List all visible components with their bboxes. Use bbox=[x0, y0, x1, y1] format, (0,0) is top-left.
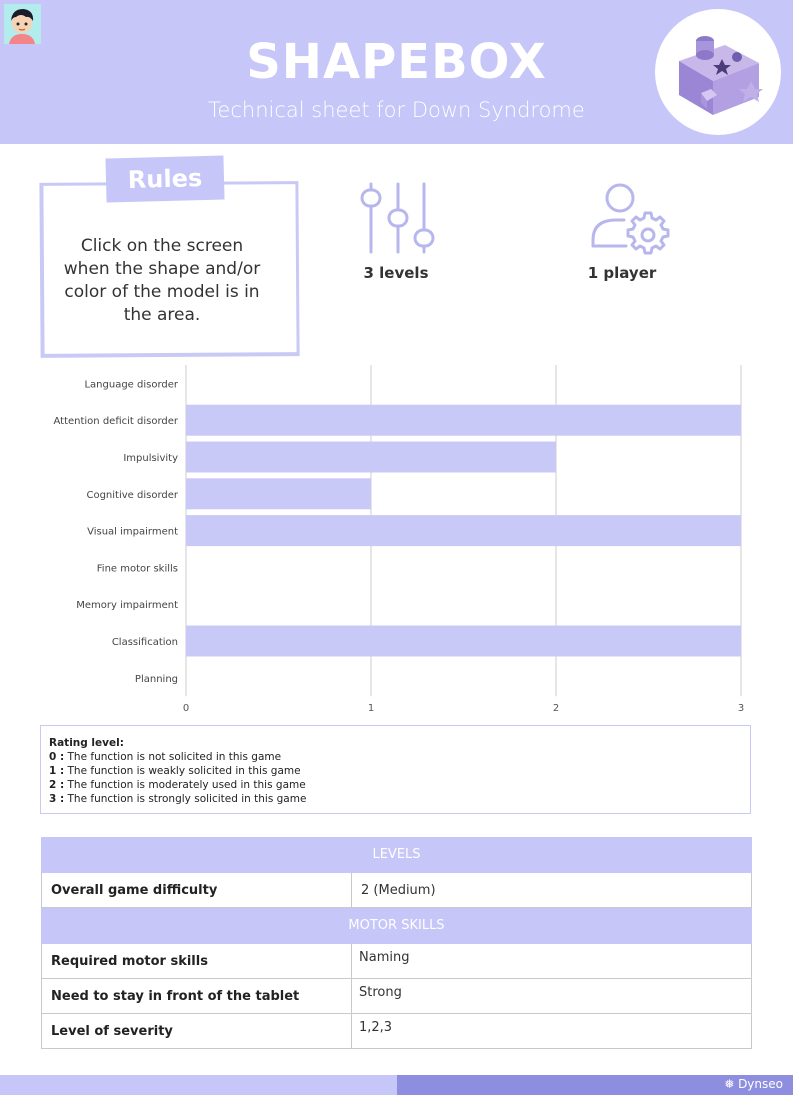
x-tick-label: 2 bbox=[552, 703, 560, 715]
rating-item: 1 : The function is weakly solicited in this game bbox=[49, 765, 301, 777]
footer-bar-left bbox=[0, 1075, 397, 1095]
bar bbox=[186, 478, 371, 509]
motor-skills-header: MOTOR SKILLS bbox=[41, 908, 752, 944]
category-label: Fine motor skills bbox=[96, 563, 178, 575]
row-value: 1,2,3 bbox=[359, 1020, 393, 1035]
levels-count-label: 3 levels bbox=[363, 264, 429, 282]
x-tick-label: 0 bbox=[182, 703, 190, 715]
header-banner bbox=[0, 0, 793, 144]
category-label: Cognitive disorder bbox=[86, 489, 178, 501]
category-label: Attention deficit disorder bbox=[53, 416, 178, 428]
row-value: Naming bbox=[359, 950, 410, 965]
info-table bbox=[41, 837, 752, 1049]
row-label: Required motor skills bbox=[42, 944, 352, 978]
sliders-icon bbox=[358, 180, 438, 258]
rating-item: 3 : The function is strongly solicited in this game bbox=[49, 793, 307, 805]
game-logo bbox=[655, 9, 781, 135]
x-tick-label: 1 bbox=[367, 703, 375, 715]
category-label: Classification bbox=[111, 637, 178, 648]
rating-item: 2 : The function is moderately used in this game bbox=[49, 779, 306, 791]
category-label: Impulsivity bbox=[123, 453, 178, 464]
rating-heading: Rating level: bbox=[49, 737, 124, 749]
row-label: Need to stay in front of the tablet bbox=[42, 979, 352, 1013]
bar bbox=[186, 626, 741, 657]
category-label: Memory impairment bbox=[76, 600, 178, 612]
bar-chart bbox=[0, 360, 793, 720]
table-row bbox=[41, 1014, 752, 1049]
bar bbox=[186, 515, 741, 546]
category-label: Visual impairment bbox=[87, 526, 178, 538]
brand-logo: ❅ Dynseo bbox=[724, 1077, 783, 1091]
players-count-label: 1 player bbox=[587, 264, 657, 282]
shape-box-toy-icon bbox=[667, 23, 771, 123]
rules-tag: Rules bbox=[105, 155, 224, 202]
page-subtitle: Technical sheet for Down Syndrome bbox=[208, 98, 585, 122]
category-label: Language disorder bbox=[84, 379, 178, 391]
row-value: Strong bbox=[359, 985, 402, 1000]
bar bbox=[186, 442, 556, 473]
category-label: Planning bbox=[134, 673, 178, 685]
page-title: SHAPEBOX bbox=[246, 34, 547, 90]
rating-legend bbox=[40, 725, 751, 814]
row-label: Level of severity bbox=[42, 1014, 352, 1048]
rules-text: Click on the screen when the shape and/or color of the model is in the area. bbox=[63, 236, 261, 325]
difficulty-label: Overall game difficulty bbox=[42, 873, 352, 907]
function-chart bbox=[0, 360, 793, 720]
bar bbox=[186, 405, 741, 436]
user-settings-icon bbox=[590, 180, 670, 256]
table-row bbox=[41, 944, 752, 979]
levels-header: LEVELS bbox=[41, 837, 752, 873]
rating-item: 0 : The function is not solicited in this game bbox=[49, 751, 282, 763]
difficulty-value: 2 (Medium) bbox=[361, 883, 436, 898]
table-row bbox=[41, 873, 752, 908]
x-tick-label: 3 bbox=[737, 703, 745, 715]
table-row bbox=[41, 979, 752, 1014]
